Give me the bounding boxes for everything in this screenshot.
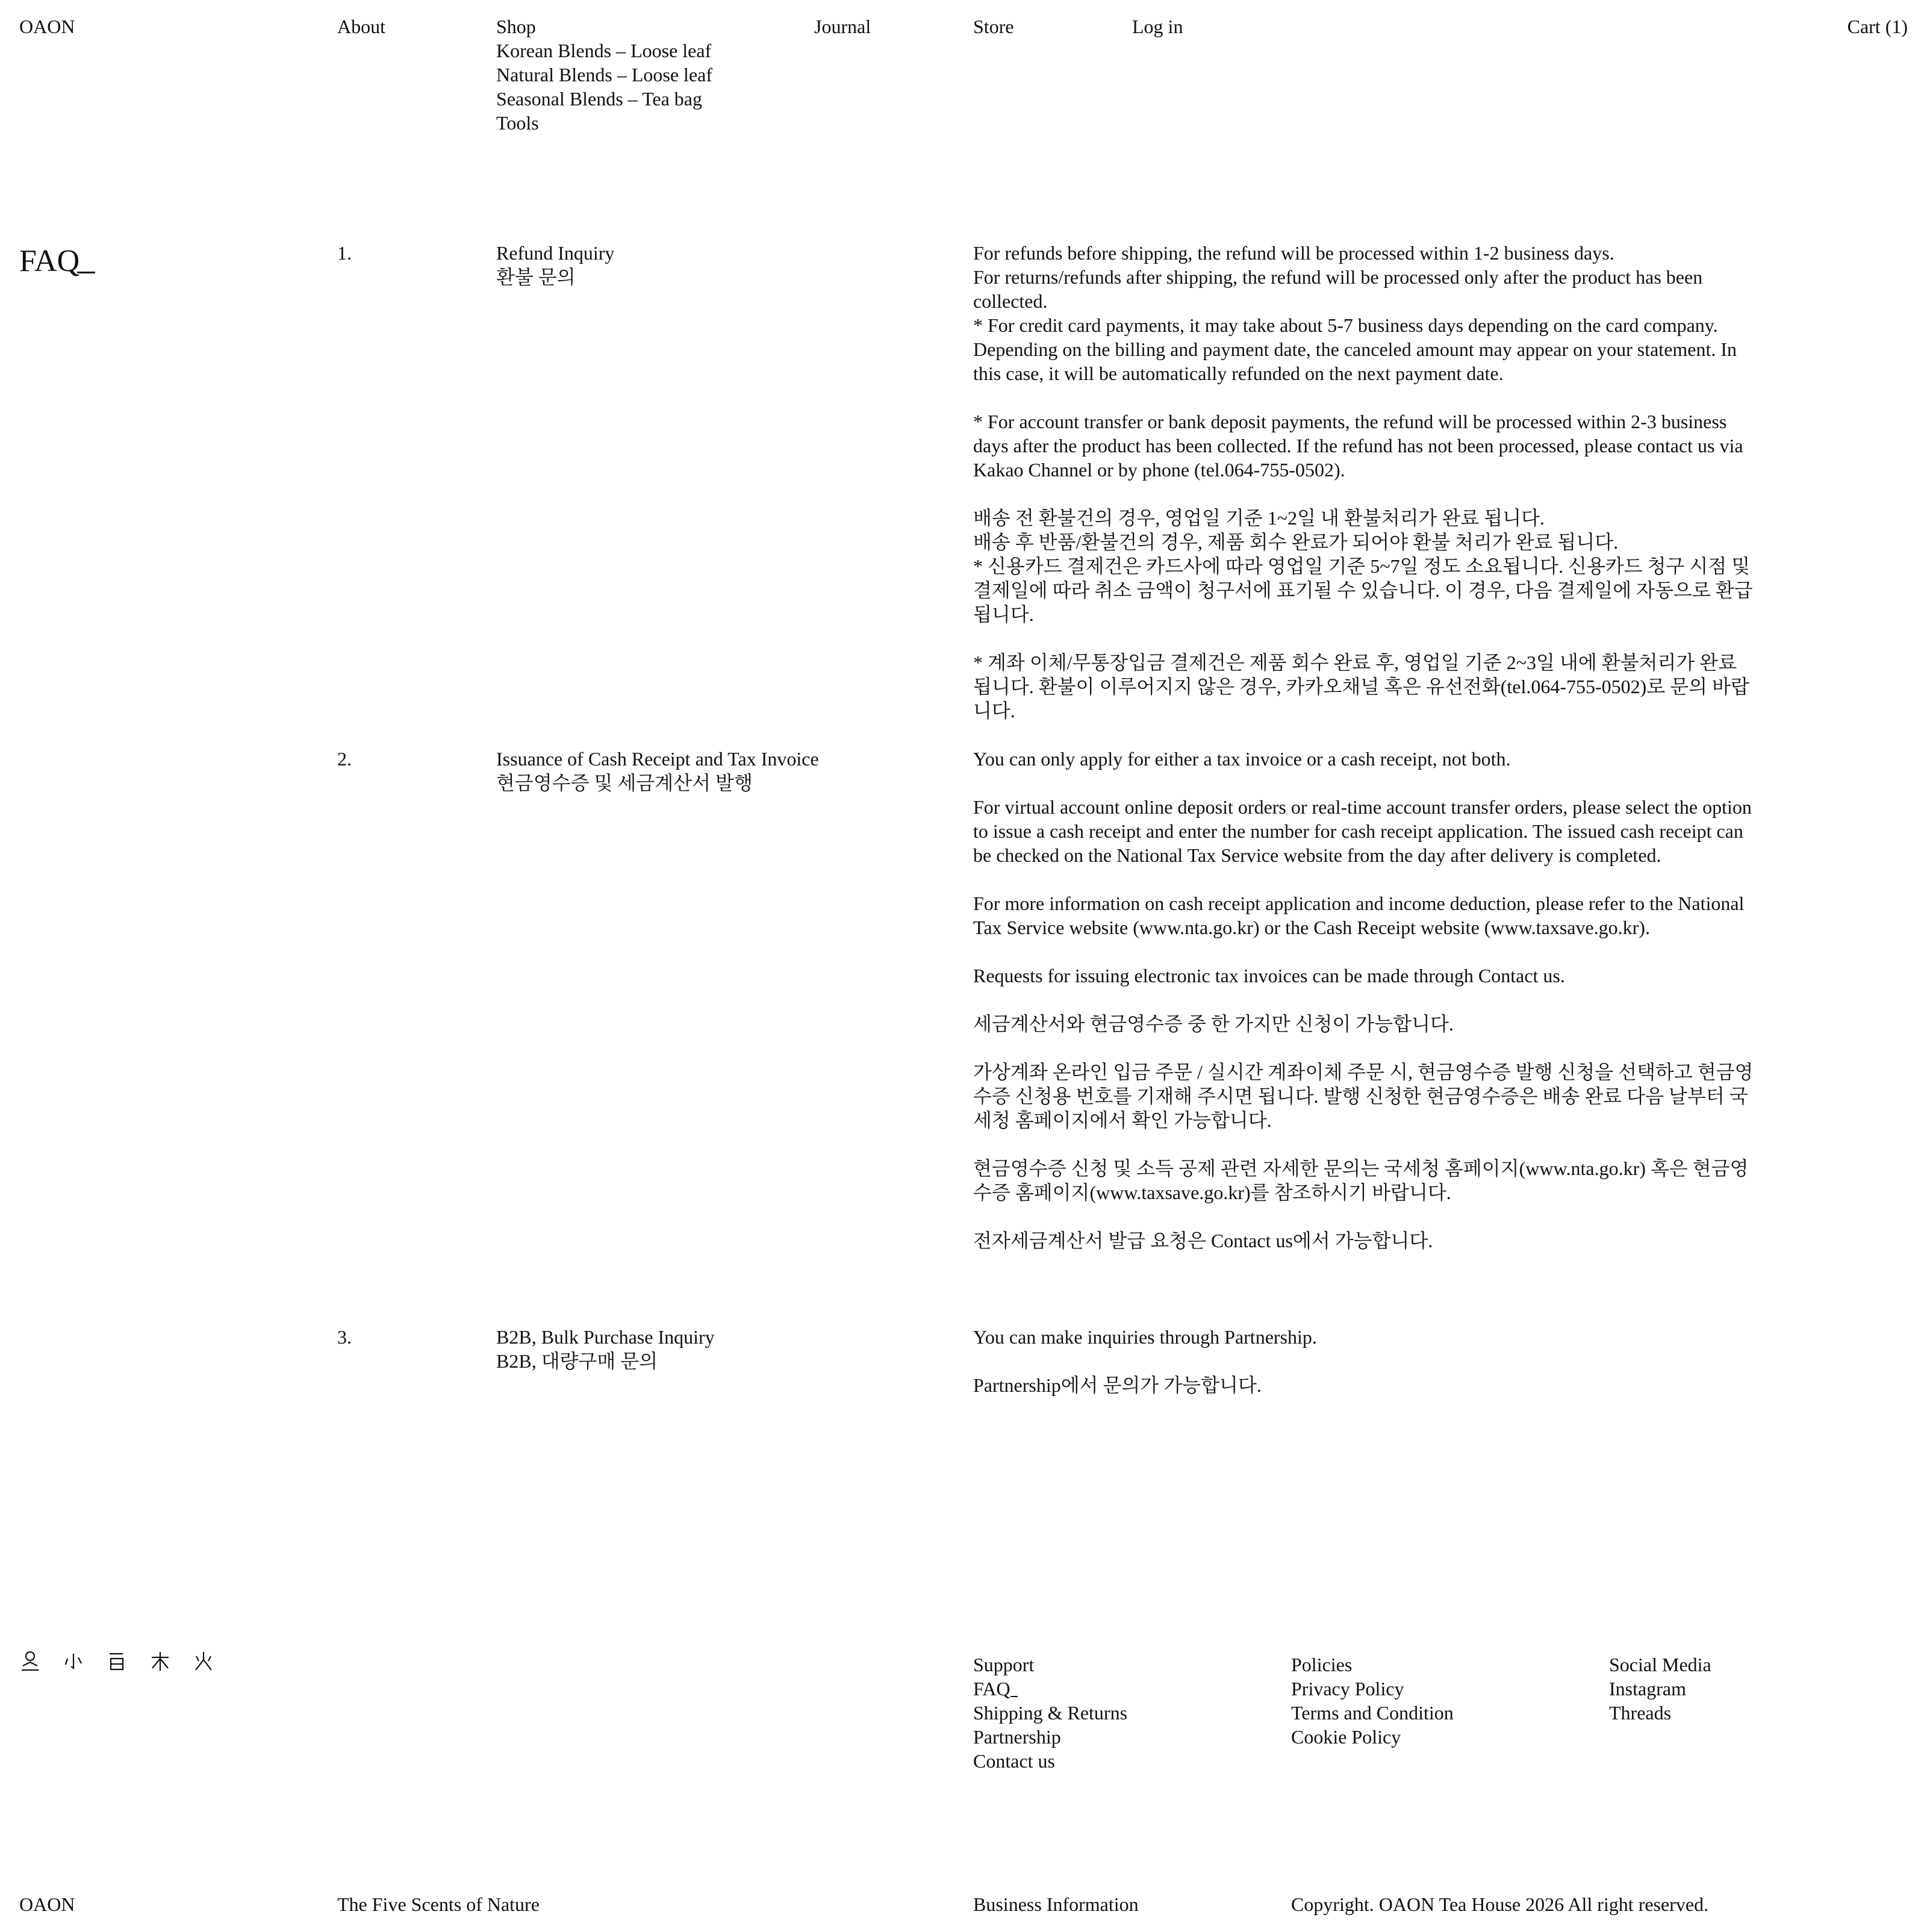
answer-paragraph: You can make inquiries through Partnership. (973, 1326, 1317, 1348)
faq-number: 2. (337, 748, 352, 770)
footer-link-threads[interactable]: Threads (1609, 1702, 1672, 1724)
nav-shop-tools[interactable]: Tools (496, 112, 539, 134)
page-title (19, 242, 79, 281)
footer-social-heading: Social Media (1609, 1654, 1711, 1675)
answer-paragraph: 배송 전 환불건의 경우, 영업일 기준 1~2일 내 환불처리가 완료 됩니다. 배송 후 반품/환불건의 경우, 제품 회수 완료가 되어야 환불 처리가 완료 됩니다. * 신용카드 결제건은 카드사에 따라 영업일 기준 5~7일 정도 소요됩니다. 신용카드 청구 시점 및 결제일에 따라 취소 금액이 청구서에 표기될 수 있습니다. 이 경우, 다음 결제일에 자동으로 환급됩니다. (973, 507, 1753, 625)
footer-support-heading: Support (973, 1654, 1035, 1675)
footer-social-column (1609, 1653, 1711, 1725)
answer-paragraph: Partnership에서 문의가 가능합니다. (973, 1374, 1262, 1396)
glyph-icon (149, 1650, 171, 1672)
footer-link-faq[interactable]: FAQ (973, 1678, 1010, 1700)
faq-question-en: B2B, Bulk Purchase Inquiry (496, 1326, 715, 1348)
glyph-icon (63, 1650, 84, 1672)
footer-business-information-link[interactable]: Business Information (973, 1893, 1139, 1915)
answer-paragraph: * For account transfer or bank deposit payments, the refund will be processed within 2-3 business days after the product has been collected. If the refund has not been processed, please contact us via Kakao Channel or by phone (tel.064-755-0502). (973, 411, 1743, 481)
footer-tagline: The Five Scents of Nature (337, 1893, 540, 1915)
footer-link-instagram[interactable]: Instagram (1609, 1678, 1686, 1700)
answer-paragraph: You can only apply for either a tax invoice or a cash receipt, not both. (973, 748, 1511, 770)
footer-link-terms[interactable]: Terms and Condition (1291, 1702, 1454, 1724)
faq-question-en: Refund Inquiry (496, 242, 615, 264)
answer-paragraph: For refunds before shipping, the refund will be processed within 1-2 business days. For returns/refunds after shipping, the refund will be processed only after the product has been collected. * For credit card payments, it may take about 5-7 business days depending on the card company. Depending on the billing and payment date, the canceled amount may appear on your statement. In this case, it will be automatically refunded on the next payment date. (973, 242, 1737, 384)
nav-about[interactable]: About (337, 16, 385, 37)
footer-link-shipping-returns[interactable]: Shipping & Returns (973, 1702, 1128, 1724)
footer-policies-column (1291, 1653, 1454, 1749)
nav-journal[interactable]: Journal (814, 16, 871, 37)
faq-question-ko: B2B, 대량구매 문의 (496, 1350, 658, 1372)
nav-shop-korean-blends[interactable]: Korean Blends – Loose leaf (496, 40, 712, 61)
answer-paragraph: 전자세금계산서 발급 요청은 Contact us에서 가능합니다. (973, 1230, 1433, 1251)
answer-paragraph: 가상계좌 온라인 입금 주문 / 실시간 계좌이체 주문 시, 현금영수증 발행 신청을 선택하고 현금영수증 신청용 번호를 기재해 주시면 됩니다. 발행 신청한 현금영수증은 배송 완료 다음 날부터 국세청 홈페이지에서 확인 가능합니다. (973, 1061, 1754, 1131)
glyph-icon (19, 1650, 41, 1672)
nav-cart[interactable]: Cart (1) (1847, 16, 1908, 37)
five-scents-glyphs-icon (19, 1650, 231, 1677)
footer-link-privacy-policy[interactable]: Privacy Policy (1291, 1678, 1404, 1700)
answer-paragraph: For virtual account online deposit orders or real-time account transfer orders, please select the option to issue a cash receipt and enter the number for cash receipt application. The issued cash receipt can be checked on the National Tax Service website from the day after delivery is completed. (973, 796, 1752, 866)
footer-policies-heading: Policies (1291, 1654, 1353, 1675)
nav-store[interactable]: Store (973, 16, 1014, 37)
brand-logo-link[interactable]: OAON (19, 16, 75, 37)
faq-number: 3. (337, 1326, 352, 1348)
footer-link-partnership[interactable]: Partnership (973, 1726, 1061, 1748)
answer-paragraph: * 계좌 이체/무통장입금 결제건은 제품 회수 완료 후, 영업일 기준 2~3일 내에 환불처리가 완료 됩니다. 환불이 이루어지지 않은 경우, 카카오채널 혹은 유선전화(tel.064-755-0502)로 문의 바랍니다. (973, 652, 1749, 721)
glyph-icon (193, 1650, 214, 1672)
answer-paragraph: Requests for issuing electronic tax invoices can be made through Contact us. (973, 965, 1565, 986)
faq-number: 1. (337, 242, 352, 264)
footer-link-cookie-policy[interactable]: Cookie Policy (1291, 1726, 1401, 1748)
footer-copyright: Copyright. OAON Tea House 2026 All right reserved. (1291, 1893, 1709, 1915)
faq-answer (973, 747, 1756, 1253)
faq-answer (973, 241, 1756, 723)
faq-question-ko: 환불 문의 (496, 266, 576, 288)
footer-support-column (973, 1653, 1127, 1773)
faq-question (496, 1325, 809, 1373)
faq-question (496, 241, 809, 289)
nav-login[interactable]: Log in (1132, 16, 1183, 37)
nav-shop-seasonal-blends[interactable]: Seasonal Blends – Tea bag (496, 88, 702, 110)
answer-paragraph: For more information on cash receipt application and income deduction, please refer to the National Tax Service website (www.nta.go.kr) or the Cash Receipt website (www.taxsave.go.kr). (973, 893, 1745, 938)
footer-brand: OAON (19, 1893, 75, 1915)
shop-submenu (496, 39, 712, 135)
glyph-icon (106, 1650, 128, 1672)
faq-question-en: Issuance of Cash Receipt and Tax Invoice (496, 748, 819, 770)
faq-answer (973, 1325, 1756, 1397)
faq-question (496, 747, 930, 795)
faq-question-ko: 현금영수증 및 세금계산서 발행 (496, 772, 753, 794)
page-title-text: FAQ (19, 244, 80, 278)
nav-shop[interactable]: Shop (496, 16, 536, 37)
answer-paragraph: 현금영수증 신청 및 소득 공제 관련 자세한 문의는 국세청 홈페이지(www.nta.go.kr) 혹은 현금영수증 홈페이지(www.taxsave.go.kr)를 참조하시기 바랍니다. (973, 1158, 1749, 1203)
footer-link-contact-us[interactable]: Contact us (973, 1750, 1055, 1772)
nav-shop-group (496, 14, 712, 135)
answer-paragraph: 세금계산서와 현금영수증 중 한 가지만 신청이 가능합니다. (973, 1013, 1454, 1035)
nav-shop-natural-blends[interactable]: Natural Blends – Loose leaf (496, 64, 712, 86)
